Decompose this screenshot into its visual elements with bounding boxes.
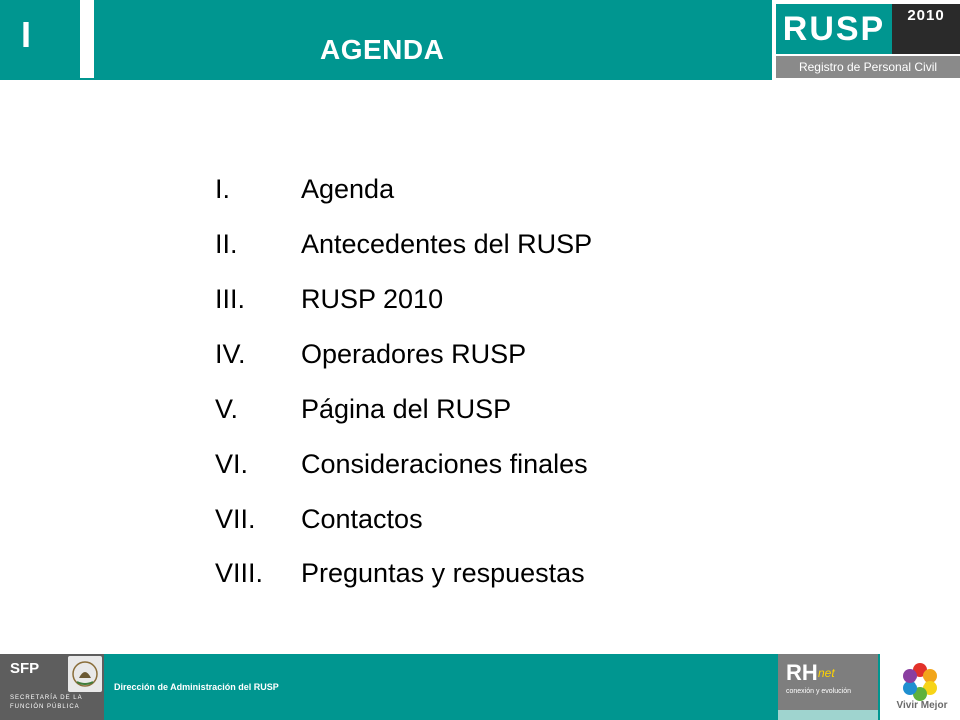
agenda-item-label: Operadores RUSP [301, 339, 527, 369]
sfp-logo-text: SFP [10, 660, 40, 677]
sfp-subtitle-line: FUNCIÓN PÚBLICA [10, 704, 80, 710]
agenda-item-label: Preguntas y respuestas [301, 558, 585, 588]
agenda-item-number: VII. [215, 504, 256, 534]
rusp-logo-name: RUSP [776, 4, 892, 54]
agenda-item-label: Página del RUSP [301, 394, 512, 424]
rhnet-logo-net: net [818, 666, 835, 680]
footer-department: Dirección de Administración del RUSP [114, 682, 279, 692]
eagle-emblem-icon [68, 656, 102, 692]
agenda-item-number: VI. [215, 449, 249, 479]
agenda-item-label: RUSP 2010 [301, 284, 444, 314]
rusp-logo-year: 2010 [892, 4, 960, 54]
agenda-item-number: III. [215, 284, 246, 314]
agenda-item-label: Consideraciones finales [301, 449, 588, 479]
page-title: AGENDA [320, 34, 445, 65]
rusp-logo-subtitle: Registro de Personal Civil [776, 56, 960, 78]
agenda-item-label: Antecedentes del RUSP [301, 229, 593, 259]
agenda-item-number: II. [215, 229, 238, 259]
rhnet-logo-subtitle: conexión y evolución [786, 688, 851, 695]
rhnet-bar [778, 710, 878, 720]
section-numeral: I [20, 14, 31, 55]
flower-logo-icon [880, 656, 960, 704]
agenda-item-number: V. [215, 394, 239, 424]
agenda-item-number: IV. [215, 339, 246, 369]
agenda-item-label: Contactos [301, 504, 423, 534]
sfp-subtitle-line: SECRETARÍA DE LA [10, 695, 83, 701]
sfp-logo-subtitle [10, 694, 83, 712]
agenda-item-number: VIII. [215, 558, 264, 588]
agenda-item-label: Agenda [301, 174, 395, 204]
agenda-item-number: I. [215, 174, 231, 204]
vivir-mejor-text: Vivir Mejor [896, 700, 948, 711]
rhnet-logo-text: RH [786, 660, 818, 685]
